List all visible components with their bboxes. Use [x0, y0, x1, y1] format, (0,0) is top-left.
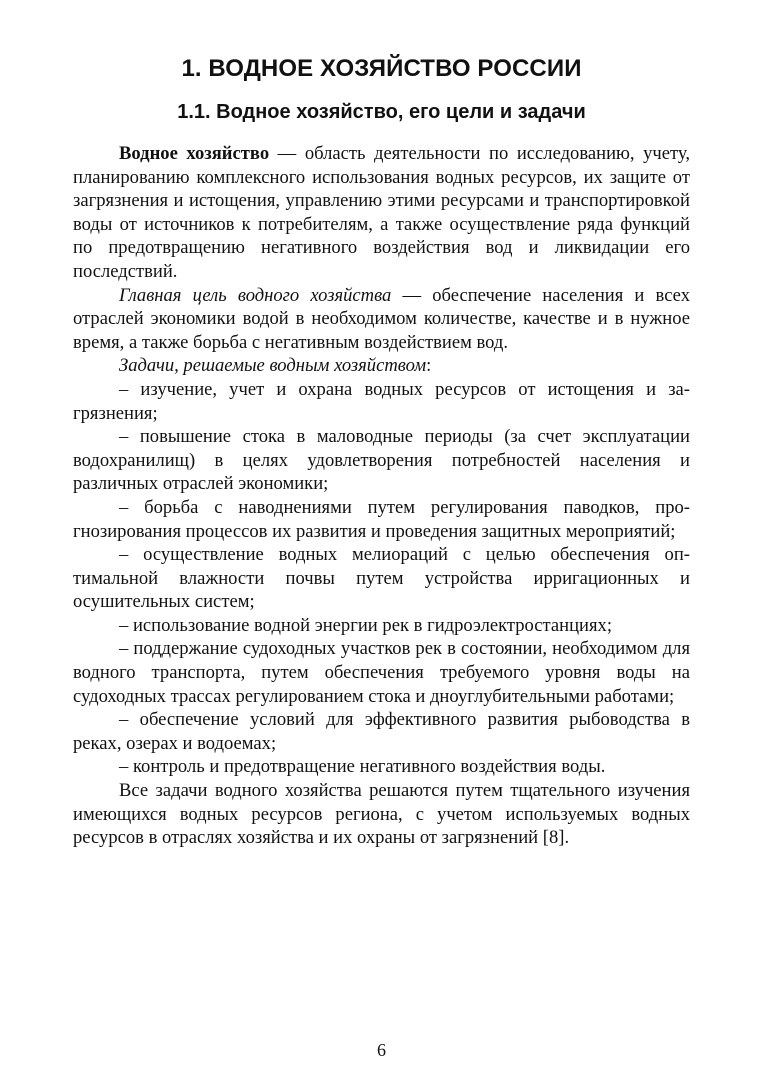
goal-text: — обеспечение населения и всех отраслей экономики водой в необходимом количестве, качестве и в нужное время, а также борьба с негативным воздействием вод.	[73, 284, 690, 353]
goal-term: Главная цель водного хозяйства	[119, 284, 392, 306]
document-page	[73, 55, 690, 850]
task-item: – обеспечение условий для эффективного развития рыбоводства в реках, озерах и водоемах;	[73, 709, 690, 754]
conclusion-paragraph: Все задачи водного хозяйства решаются путем тщательного изучения имеющихся водных ресурсов региона, с учетом используемых водных ресурсов в отраслях хозяйства и их охраны от загрязнений [8].	[73, 780, 690, 849]
task-item: – борьба с наводнениями путем регулирования паводков, прогнозирования процессов их развития и проведения защитных мероприятий;	[73, 496, 690, 542]
tasks-intro-term: Задачи, решаемые водным хозяйством	[119, 355, 427, 377]
section-title: 1.1. Водное хозяйство, его цели и задачи	[177, 101, 586, 123]
goal-paragraph	[73, 284, 690, 355]
definition-text: — область деятельности по исследованию, учету, планированию комплексного использования водных ресурсов, их защите от загрязнения и истощения, управлению этими ресурсами и транспортировкой воды от источников к потребителям, а также осуществление ряда функций по предотвращению негативного воздействия вод и ликвидации его последствий.	[73, 143, 690, 282]
chapter-title: 1. ВОДНОЕ ХОЗЯЙСТВО РОССИИ	[181, 55, 582, 82]
task-item: – поддержание судоходных участков рек в состоянии, необходимом для водного транспорта, путем обеспечения требуемого уровня воды на судоходных трассах регулированием стока и дноуглубительными работами;	[73, 638, 690, 707]
page-number: 6	[377, 1040, 386, 1060]
definition-paragraph	[73, 142, 690, 284]
task-item: – контроль и предотвращение негативного воздействия воды.	[119, 756, 606, 778]
body-text	[73, 142, 690, 850]
task-item: – осуществление водных мелиораций с целью обеспечения оптимальной влажности почвы путем устройства ирригационных и осушительных систем;	[73, 544, 690, 613]
definition-term: Водное хозяйство	[119, 143, 270, 164]
task-item: – изучение, учет и охрана водных ресурсов от истощения и загрязнения;	[73, 378, 690, 424]
task-item: – повышение стока в маловодные периоды (за счет эксплуатации водохранилищ) в целях удовлетворения потребностей населения и различных отраслей экономики;	[73, 426, 690, 495]
tasks-intro-suffix: :	[426, 355, 432, 377]
task-item: – использование водной энергии рек в гидроэлектростанциях;	[119, 614, 613, 636]
tasks-intro-paragraph	[73, 354, 690, 378]
